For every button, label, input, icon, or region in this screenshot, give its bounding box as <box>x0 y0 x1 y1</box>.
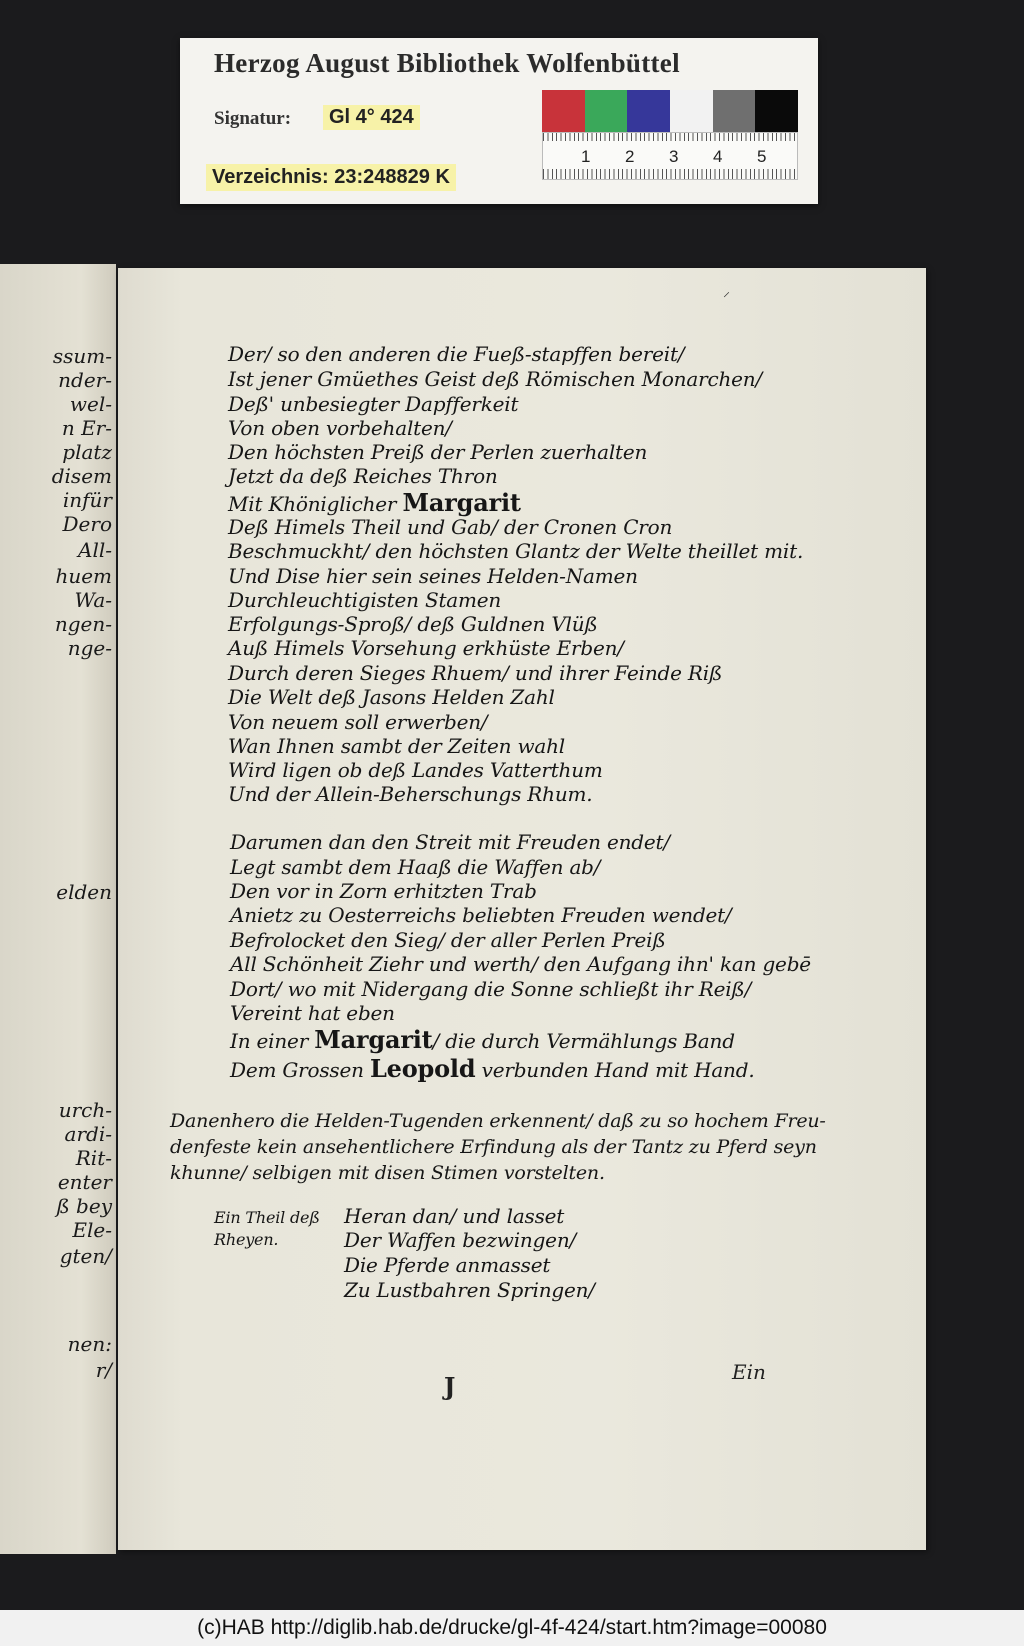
left-fragment: enter <box>57 1170 112 1194</box>
book-page <box>118 268 926 1550</box>
swatch-gray <box>713 90 756 132</box>
verse-line: Dem Grossen Leopold verbunden Hand mit Hand. <box>230 1054 755 1083</box>
verse-line: Der/ so den anderen die Fueß-stapffen bereit/ <box>228 342 685 366</box>
left-fragment: infür <box>62 488 112 512</box>
ruler-number: 1 <box>581 147 591 166</box>
copyright-footer: (c)HAB http://diglib.hab.de/drucke/gl-4f-424/start.htm?image=00080 <box>0 1610 1024 1646</box>
scale-ruler <box>542 132 798 180</box>
prose-line: khunne/ selbigen mit disen Stimen vorstelten. <box>170 1162 605 1184</box>
left-fragment: platz <box>62 440 112 464</box>
verse-line: Der Waffen bezwingen/ <box>344 1228 577 1252</box>
left-fragment: ardi- <box>64 1122 112 1146</box>
verse-line: Den höchsten Preiß der Perlen zuerhalten <box>228 440 648 464</box>
left-fragment: huem <box>55 564 112 588</box>
left-fragment: Ele- <box>72 1218 112 1242</box>
library-name: Herzog August Bibliothek Wolfenbüttel <box>214 48 680 78</box>
verse-line: Die Welt deß Jasons Helden Zahl <box>228 685 555 709</box>
swatch-black <box>755 90 798 132</box>
left-fragment: nen: <box>67 1332 112 1356</box>
verse-line: Vereint hat eben <box>230 1001 395 1025</box>
verse-line: Durch deren Sieges Rhuem/ und ihrer Feinde Riß <box>228 661 723 685</box>
left-fragment: Dero <box>62 512 112 536</box>
verse-line: Erfolgungs-Sproß/ deß Guldnen Vlüß <box>228 612 598 636</box>
prose-line: denfeste kein ansehentlichere Erfindung als der Tantz zu Pferd seyn <box>170 1136 817 1158</box>
pencil-mark: ⸍ <box>723 290 730 306</box>
verse-line: Von oben vorbehalten/ <box>228 416 452 440</box>
left-fragment: nder- <box>58 368 112 392</box>
left-fragment: Rit- <box>75 1146 112 1170</box>
verse-line: Durchleuchtigisten Stamen <box>228 588 502 612</box>
verse-line: Mit Khöniglicher Margarit <box>228 488 521 517</box>
left-fragment: All- <box>78 538 112 562</box>
left-fragment: nge- <box>67 636 112 660</box>
verse-line: Und Dise hier sein seines Helden-Namen <box>228 564 638 588</box>
swatch-blue <box>627 90 670 132</box>
verse-line: Von neuem soll erwerben/ <box>228 710 488 734</box>
swatch-white <box>670 90 713 132</box>
margin-note-line: Rheyen. <box>214 1230 279 1249</box>
catchword: Ein <box>732 1360 766 1384</box>
verse-line: Anietz zu Oesterreichs beliebten Freuden wendet/ <box>230 903 732 927</box>
verse-line: Und der Allein-Beherschungs Rhum. <box>228 782 593 806</box>
left-fragment: disem <box>51 464 112 488</box>
library-label-card <box>180 38 818 204</box>
left-fragment: ssum- <box>52 344 112 368</box>
left-fragment: elden <box>56 880 112 904</box>
left-fragment: r/ <box>95 1358 112 1382</box>
ruler-number: 5 <box>757 147 767 166</box>
ruler-number: 3 <box>669 147 679 166</box>
verse-line: Heran dan/ und lasset <box>344 1204 565 1228</box>
verse-line: In einer Margarit/ die durch Vermählungs Band <box>230 1025 735 1054</box>
verse-line: Beschmuckht/ den höchsten Glantz der Welte theillet mit. <box>228 539 804 563</box>
verse-line: Jetzt da deß Reiches Thron <box>228 464 498 488</box>
left-fragment: ngen- <box>54 612 112 636</box>
verse-line: Zu Lustbahren Springen/ <box>344 1278 595 1302</box>
verse-line: Legt sambt dem Haaß die Waffen ab/ <box>230 855 601 879</box>
ruler-number: 4 <box>713 147 723 166</box>
color-calibration-strip <box>542 90 798 132</box>
verse-line: Deß Himels Theil und Gab/ der Cronen Cron <box>228 515 673 539</box>
left-fragment: ß bey <box>56 1194 112 1218</box>
left-fragment: gten/ <box>59 1244 112 1268</box>
ruler-top-ticks <box>543 133 797 141</box>
verse-line: Den vor in Zorn erhitzten Trab <box>230 879 537 903</box>
swatch-green <box>585 90 628 132</box>
swatch-red <box>542 90 585 132</box>
ruler-bottom-ticks <box>543 169 797 179</box>
verse-line: Dort/ wo mit Nidergang die Sonne schließt ihr Reiß/ <box>230 977 752 1001</box>
verse-line: Wan Ihnen sambt der Zeiten wahl <box>228 734 565 758</box>
left-fragment: wel- <box>69 392 112 416</box>
signatur-label: Signatur: <box>214 108 292 129</box>
left-facing-page <box>0 264 116 1554</box>
signature-mark: J <box>444 1372 456 1401</box>
left-fragment: urch- <box>58 1098 112 1122</box>
ruler-number: 2 <box>625 147 635 166</box>
verse-line: All Schönheit Ziehr und werth/ den Aufgang ihn' kan gebē <box>230 952 811 976</box>
left-fragment: n Er- <box>61 416 112 440</box>
verse-line: Befrolocket den Sieg/ der aller Perlen Preiß <box>230 928 666 952</box>
verse-line: Ist jener Gmüethes Geist deß Römischen Monarchen/ <box>228 367 762 391</box>
left-fragment: Wa- <box>74 588 112 612</box>
verse-line: Auß Himels Vorsehung erkhüste Erben/ <box>228 636 624 660</box>
signatur-value: Gl 4° 424 <box>323 105 420 130</box>
verse-line: Die Pferde anmasset <box>344 1253 551 1277</box>
verse-line: Wird ligen ob deß Landes Vatterthum <box>228 758 603 782</box>
margin-note-line: Ein Theil deß <box>214 1208 320 1227</box>
verse-line: Deß' unbesiegter Dapfferkeit <box>228 392 519 416</box>
verzeichnis-value: Verzeichnis: 23:248829 K <box>206 164 456 191</box>
prose-line: Danenhero die Helden-Tugenden erkennent/ daß zu so hochem Freu- <box>170 1110 826 1132</box>
verse-line: Darumen dan den Streit mit Freuden endet/ <box>230 830 670 854</box>
